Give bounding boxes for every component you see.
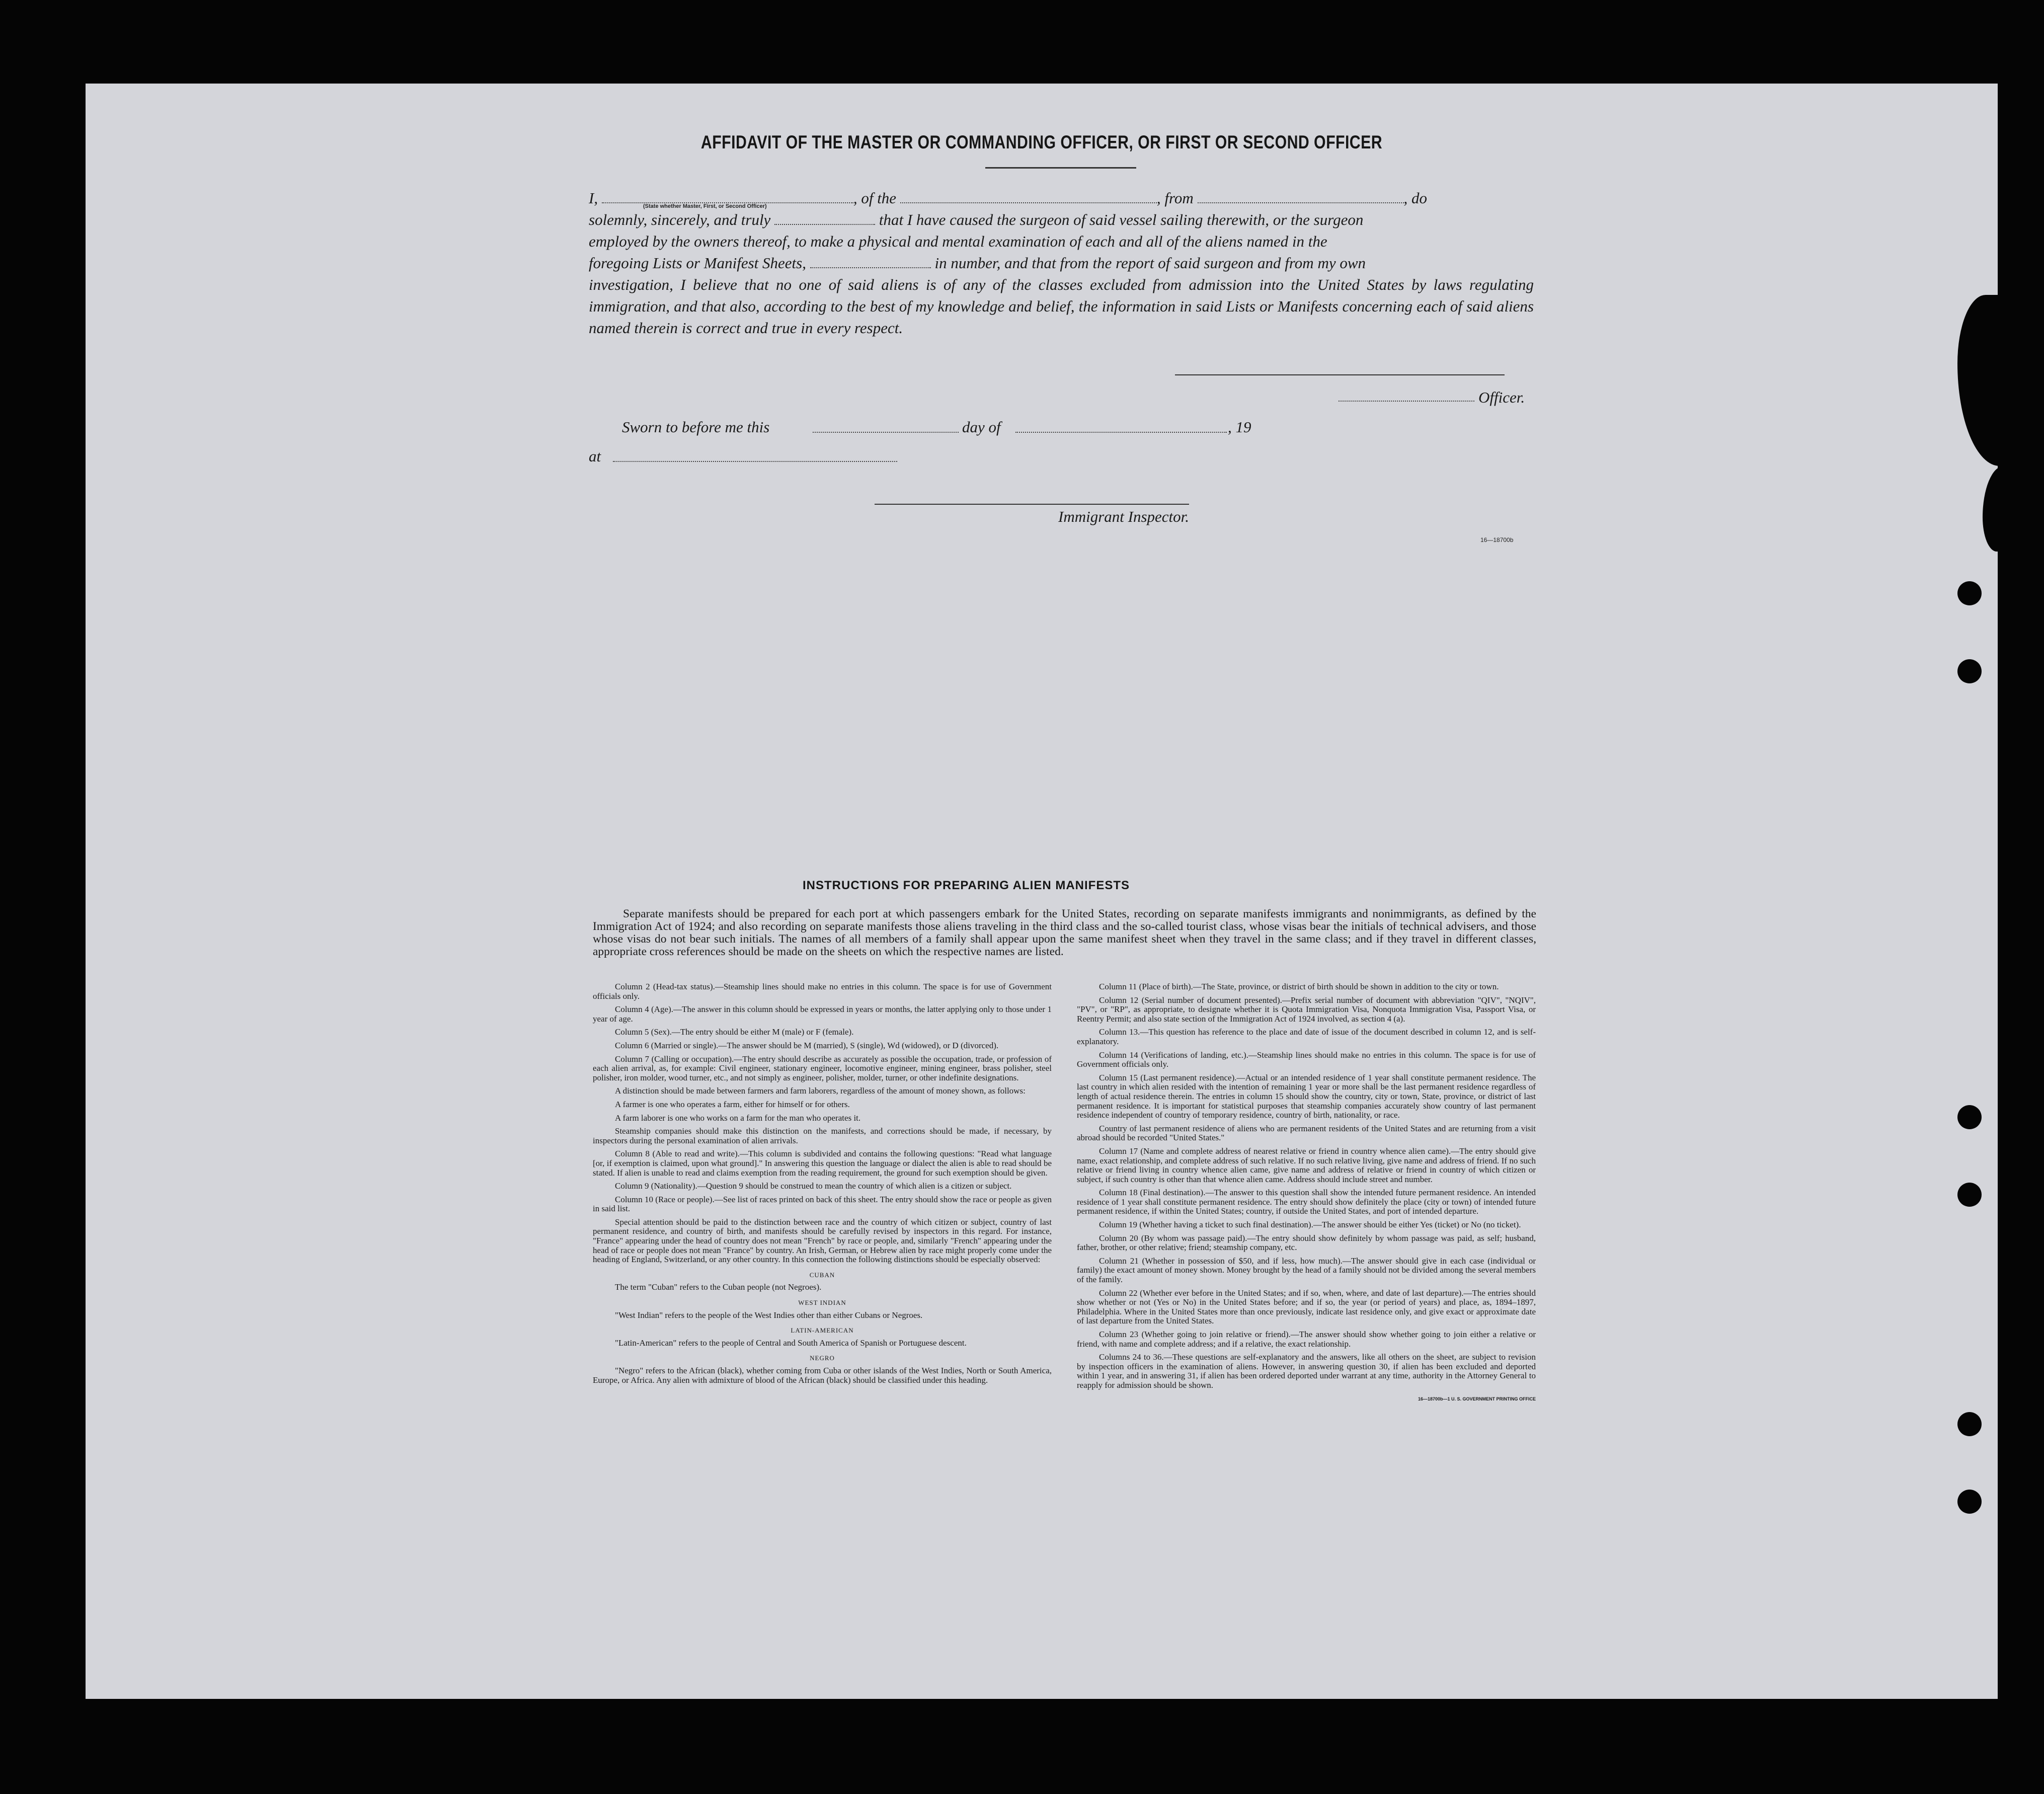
document-page — [86, 84, 1998, 1699]
print-office-footer: 16—18700b—1 U. S. GOVERNMENT PRINTING OFFICE — [1418, 1396, 1536, 1401]
instruction-paragraph: Column 19 (Whether having a ticket to such final destination).—The answer should be either Yes (ticket) or No (no ticket). — [1099, 1220, 1521, 1230]
affidavit-line-5: investigation, I believe that no one of said aliens is of any of the classes excluded from admission into the United States by laws regulating immigration, and that also, according to the best of my knowledge and belief, the information in said Lists or Manifests concerning each of said aliens named therein is correct and true in every respect. — [589, 276, 1534, 337]
instruction-paragraph: Country of last permanent residence of aliens who are permanent residents of the United States and are returning from a visit abroad should be recorded "United States." — [1077, 1123, 1536, 1143]
affidavit-line-3: employed by the owners thereof, to make a physical and mental examination of each and all of the aliens named in the — [589, 232, 1327, 250]
instruction-paragraph: Column 22 (Whether ever before in the United States; and if so, when, where, and date of last departure).—The entries should show whether or not (Yes or No) in the United States before; and if so, the year (or period of years) and place, as, 1894–1897, Philadelphia. Where in the United States more than once previously, indicate last residence only, and give exact or approximate date of last departure from the United States. — [1077, 1288, 1536, 1326]
affidavit-title: AFFIDAVIT OF THE MASTER OR COMMANDING OFFICER, OR FIRST OR SECOND OFFICER — [700, 132, 1383, 152]
instruction-paragraph: Column 21 (Whether in possession of $50, and if less, how much).—The answer should give in each case (individual or family) the exact amount of money shown. Money brought by the head of a family should not be divided among the several members of the family. — [1077, 1256, 1536, 1285]
instruction-paragraph: Steamship companies should make this distinction on the manifests, and corrections should be made, if necessary, by inspectors during the personal examination of alien arrivals. — [593, 1126, 1052, 1145]
instruction-paragraph: Column 23 (Whether going to join relative or friend).—The answer should show whether going to join either a relative or friend, with name and complete address; and if a relative, the exact relationship. — [1077, 1330, 1536, 1349]
sworn-text: Sworn to before me this — [622, 418, 770, 436]
at-text: at — [589, 447, 601, 465]
instructions-right-column — [1077, 982, 1536, 1408]
instruction-paragraph: Column 9 (Nationality).—Question 9 should be construed to mean the country of which alien is a citizen or subject. — [615, 1181, 1012, 1191]
officer-note: (State whether Master, First, or Second Officer) — [643, 203, 767, 209]
instruction-paragraph: Column 11 (Place of birth).—The State, province, or district of birth should be shown in addition to the city or town. — [1099, 982, 1499, 991]
sworn-month-line — [1015, 432, 1227, 433]
blank-truly — [774, 214, 875, 225]
blank-number — [810, 257, 931, 268]
year-text: , 19 — [1228, 418, 1251, 436]
instruction-paragraph: Special attention should be paid to the distinction between race and the country of which citizen or subject, country of last permanent residence, and country of birth, and manifests should be carefully revised by inspectors in this regard. For instance, "France" appearing under the head of country does not mean "French" by race or people, and, similarly "French" appearing under the head of race or people does not mean "France" by country. An Irish, German, or Hebrew alien by race might properly come under the heading of England, Switzerland, or any other country. In this connection the following distinctions should be especially observed: — [593, 1217, 1052, 1265]
section-heading: WEST INDIAN — [798, 1299, 846, 1307]
section-heading: CUBAN — [809, 1271, 835, 1279]
signature-line — [1175, 374, 1505, 375]
affidavit-line-2: solemnly, sincerely, and truly that I have caused the surgeon of said vessel sailing therewith, or the surgeon — [589, 211, 1364, 228]
instruction-paragraph: Columns 24 to 36.—These questions are self-explanatory and the answers, like all others on the sheet, are subject to revision by inspection officers in the examination of aliens. However, in answering question 30, if alien has been excluded and deported within 1 year, and in answering 31, if alien has been ordered deported under warrant at any time, authority in the Attorney General to reapply for admission should be shown. — [1077, 1352, 1536, 1390]
inspector-label: Immigrant Inspector. — [1058, 508, 1190, 525]
instruction-paragraph: Column 15 (Last permanent residence).—Actual or an intended residence of 1 year shall constitute permanent residence. The last country in which alien resided with the intention of remaining 1 year or more shall be the last permanent residence regardless of length of actual residence therein. The entries in column 15 should show the country, city or town, State, province, or district of last permanent residence. It is important for statistical purposes that steamship companies accurately show country of last permanent residence independent of country of temporary residence, country of birth, nationality, or race. — [1077, 1072, 1536, 1120]
instruction-paragraph: The term "Cuban" refers to the Cuban people (not Negroes). — [615, 1282, 822, 1292]
officer-label: Officer. — [1478, 388, 1525, 406]
section-heading: LATIN-AMERICAN — [791, 1327, 854, 1335]
instruction-paragraph: Column 4 (Age).—The answer in this column should be expressed in years or months, the latter applying only to those under 1 year of age. — [593, 1004, 1052, 1024]
instruction-paragraph: Column 10 (Race or people).—See list of races printed on back of this sheet. The entry should show the race or people as given in said list. — [593, 1194, 1052, 1214]
sworn-day-line — [813, 432, 959, 433]
punch-hole — [1957, 1183, 1982, 1207]
instructions-left-column — [593, 982, 1052, 1389]
place-line — [613, 461, 897, 462]
day-of-text: day of — [962, 418, 1001, 436]
instruction-paragraph: Column 18 (Final destination).—The answer to this question shall show the intended future permanent residence. An intended residence of 1 year shall constitute permanent residence. The entry should show definitely the place (city or town) of intended future permanent residence, if within the United States; country, if outside the United States, and port of intended departure. — [1077, 1188, 1536, 1216]
section-heading: NEGRO — [810, 1354, 835, 1362]
punch-hole — [1957, 1412, 1982, 1436]
instruction-paragraph: A farm laborer is one who works on a farm for the man who operates it. — [615, 1113, 861, 1123]
officer-line — [1339, 401, 1474, 402]
affidavit-line-1: I, , of the , from , do — [589, 189, 1427, 207]
punch-hole — [1957, 581, 1982, 605]
punch-hole — [1957, 1490, 1982, 1514]
instruction-paragraph: "Negro" refers to the African (black), whether coming from Cuba or other islands of the West Indies, North or South America, Europe, or Africa. Any alien with admixture of blood of the African (black) should be classified under this heading. — [593, 1366, 1052, 1385]
instruction-paragraph: Column 14 (Verifications of landing, etc.).—Steamship lines should make no entries in this column. The space is for use of Government officials only. — [1077, 1050, 1536, 1069]
affidavit-body — [589, 187, 1534, 339]
form-number: 16—18700b — [1480, 536, 1514, 543]
instructions-intro: Separate manifests should be prepared for each port at which passengers embark for the United States, recording on separate manifests immigrants and nonimmigrants, as defined by the Immigration Act of 1924; and also recording on separate manifests those aliens traveling in the third class and the so-called tourist class, whose visas bear the initials of technical advisers, and those whose visas do not bear such initials. The names of all members of a family shall appear upon the same manifest sheet when they travel in the same class; and if they travel in different classes, appropriate cross references should be made on the sheets on which the respective names are listed. — [593, 907, 1536, 958]
blank-port — [1198, 192, 1404, 203]
instruction-paragraph: "West Indian" refers to the people of the West Indies other than either Cubans or Negroes. — [615, 1310, 923, 1320]
affidavit-line-4: foregoing Lists or Manifest Sheets, in number, and that from the report of said surgeon and from my own — [589, 254, 1366, 272]
instruction-paragraph: Column 17 (Name and complete address of nearest relative or friend in country whence alien came).—The entry should give name, exact relationship, and complete address of such relative. If no such relative living, give name and address of friend. If no such relative or friend living in country whence alien came, give name and address of relative or friend in country of which citizen or subject, if such country is other than that whence alien came. Address should include street and number. — [1077, 1146, 1536, 1184]
instruction-paragraph: Column 8 (Able to read and write).—This column is subdivided and contains the following questions: "Read what language [or, if exemption is claimed, upon what ground]." In answering this question the language or dialect the alien is able to read should be stated. If alien is unable to read and claims exemption from the reading requirement, the ground for such exemption should be given. — [593, 1149, 1052, 1178]
torn-edge — [1983, 466, 2018, 552]
instruction-paragraph: "Latin-American" refers to the people of Central and South America of Spanish or Portuguese descent. — [615, 1338, 967, 1348]
blank-officer-title — [602, 192, 853, 203]
instruction-paragraph: Column 20 (By whom was passage paid).—The entry should show definitely by whom passage was paid, as self; husband, father, brother, or other relative; friend; steamship company, etc. — [1077, 1233, 1536, 1253]
punch-hole — [1957, 659, 1982, 683]
instruction-paragraph: Column 5 (Sex).—The entry should be either M (male) or F (female). — [615, 1027, 854, 1037]
punch-hole — [1957, 1105, 1982, 1129]
instruction-paragraph: Column 13.—This question has reference to the place and date of issue of the document described in column 12, and is self-explanatory. — [1077, 1027, 1536, 1046]
inspector-line — [875, 504, 1189, 505]
instruction-paragraph: Column 12 (Serial number of document presented).—Prefix serial number of document with abbreviation "QIV", "NQIV", "PV", or "RP", as appropriate, to designate whether it is Quota Immigration Visa, Nonquota Immigration Visa, Passport Visa, or Reentry Permit; and also state section of the Immigration Act of 1924 involved, as section 4 (a). — [1077, 995, 1536, 1024]
instruction-paragraph: A distinction should be made between farmers and farm laborers, regardless of the amount of money shown, as follows: — [615, 1086, 1026, 1096]
title-rule — [985, 167, 1136, 169]
instruction-paragraph: A farmer is one who operates a farm, either for himself or for others. — [615, 1099, 850, 1109]
instruction-paragraph: Column 7 (Calling or occupation).—The entry should describe as accurately as possible the occupation, trade, or profession of each alien arrival, as, for example: Civil engineer, stationary engineer, locomotive engineer, mining engineer, brass polisher, steel polisher, iron molder, wood turner, etc., and not simply as engineer, polisher, molder, turner, or other indefinite designations. — [593, 1054, 1052, 1082]
blank-vessel — [900, 192, 1157, 203]
torn-edge — [1957, 295, 2028, 466]
instruction-paragraph: Column 6 (Married or single).—The answer should be M (married), S (single), Wd (widowed), or D (divorced). — [615, 1040, 999, 1050]
instructions-title: INSTRUCTIONS FOR PREPARING ALIEN MANIFESTS — [802, 879, 1130, 892]
instruction-paragraph: Column 2 (Head-tax status).—Steamship lines should make no entries in this column. The space is for use of Government officials only. — [593, 982, 1052, 1001]
